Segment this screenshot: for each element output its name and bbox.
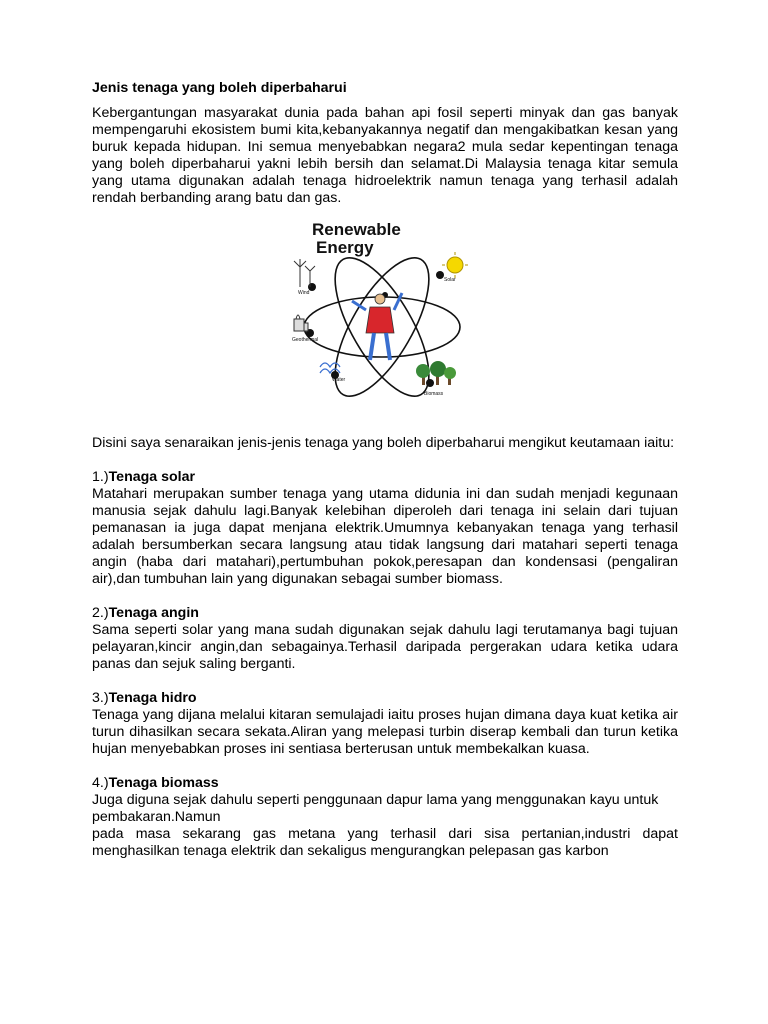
section-name: Tenaga solar — [108, 469, 196, 485]
sun-icon — [442, 252, 468, 278]
figure-label-solar: Solar — [444, 277, 456, 283]
intro-paragraph: Kebergantungan masyarakat dunia pada bahan api fosil seperti minyak dan gas banyak mempengaruhi ekosistem bumi kita,kebanyakannya negatif dan mengakibatkan kesan yang buruk kepada hidupan. Ini semua menyebabkan negara2 mula sedar kepentingan tenaga yang boleh diperbaharui yakni lebih bersih dan selamat.Di Malaysia tenaga kitar semula yang utama digunakan adalah tenaga hidroelektrik namun tenaga yang terhasil adalah rendah berbanding arang batu dan gas. — [92, 105, 678, 206]
figure-label-water: Water — [332, 377, 346, 383]
section-body: Matahari merupakan sumber tenaga yang utama didunia ini dan sudah menjadi kegunaan manusia sejak dahulu lagi.Banyak kelebihan diperoleh dari tenaga ini selain dari tujuan pemanasan ia juga dapat menjana elektrik.Umumnya kebanyakan tenaga yang terhasil adalah bersumberkan secara langsung atau tidak langsung dari matahari seperti tenaga angin (haba dari matahari),pertumbuhan pokok,peresapan dan kondensasi (pengaliran air),dan tumbuhan lain yang digunakan sebagai sumber biomass. — [92, 486, 678, 587]
geothermal-icon — [294, 315, 308, 331]
section-body: Tenaga yang dijana melalui kitaran semulajadi iaitu proses hujan dimana daya kuat ketika air turun dihasilkan secara sekata.Aliran yang melepasi turbin diserap kembali dan turun ketika hujan menyebabkan proses ini sentiasa berterusan untuk membekalkan kuasa. — [92, 707, 678, 757]
section-body-line2: pada masa sekarang gas metana yang terhasil dari sisa pertanian,industri dapat menghasilkan tenaga elektrik dan sekaligus mengurangkan pelepasan gas karbon — [92, 826, 678, 859]
section-name: Tenaga biomass — [108, 775, 219, 791]
section-hydro — [92, 690, 678, 758]
figure-label-wind: Wind — [298, 290, 310, 296]
document-page — [92, 80, 678, 860]
electron-dot — [436, 271, 444, 279]
section-number: 3.) — [92, 690, 109, 706]
wind-turbine-icon — [294, 259, 315, 287]
section-body: Sama seperti solar yang mana sudah digunakan sejak dahulu lagi terutamanya bagi tujuan pelayaran,kincir angin,dan sebagainya.Terhasil daripada pergerakan udara ketika udara panas dan sejuk saling berganti. — [92, 622, 678, 672]
renewable-energy-figure — [92, 215, 678, 415]
renewable-energy-illustration — [290, 215, 470, 413]
section-solar — [92, 469, 678, 588]
section-number: 2.) — [92, 605, 109, 621]
section-title — [92, 469, 678, 486]
section-name: Tenaga hidro — [108, 690, 197, 706]
water-icon — [320, 363, 340, 373]
central-person-icon — [352, 293, 402, 360]
section-body-line1: Juga diguna sejak dahulu seperti penggunaan dapur lama yang menggunakan kayu untuk pembakaran.Namun — [92, 792, 659, 825]
list-intro-paragraph: Disini saya senaraikan jenis-jenis tenaga yang boleh diperbaharui mengikut keutamaan iaitu: — [92, 435, 675, 451]
section-biomass — [92, 775, 678, 860]
section-number: 1.) — [92, 469, 109, 485]
section-number: 4.) — [92, 775, 109, 791]
section-title — [92, 775, 678, 792]
figure-title-line1: Renewable — [312, 220, 401, 239]
document-heading: Jenis tenaga yang boleh diperbaharui — [92, 80, 347, 96]
section-title — [92, 605, 678, 622]
figure-title-line2: Energy — [316, 238, 374, 257]
section-title — [92, 690, 678, 707]
electron-dot — [426, 379, 434, 387]
figure-label-geothermal: Geothermal — [292, 337, 319, 343]
section-wind — [92, 605, 678, 673]
section-name: Tenaga angin — [108, 605, 199, 621]
figure-label-biomass: Biomass — [424, 391, 444, 397]
biomass-trees-icon — [416, 361, 456, 385]
